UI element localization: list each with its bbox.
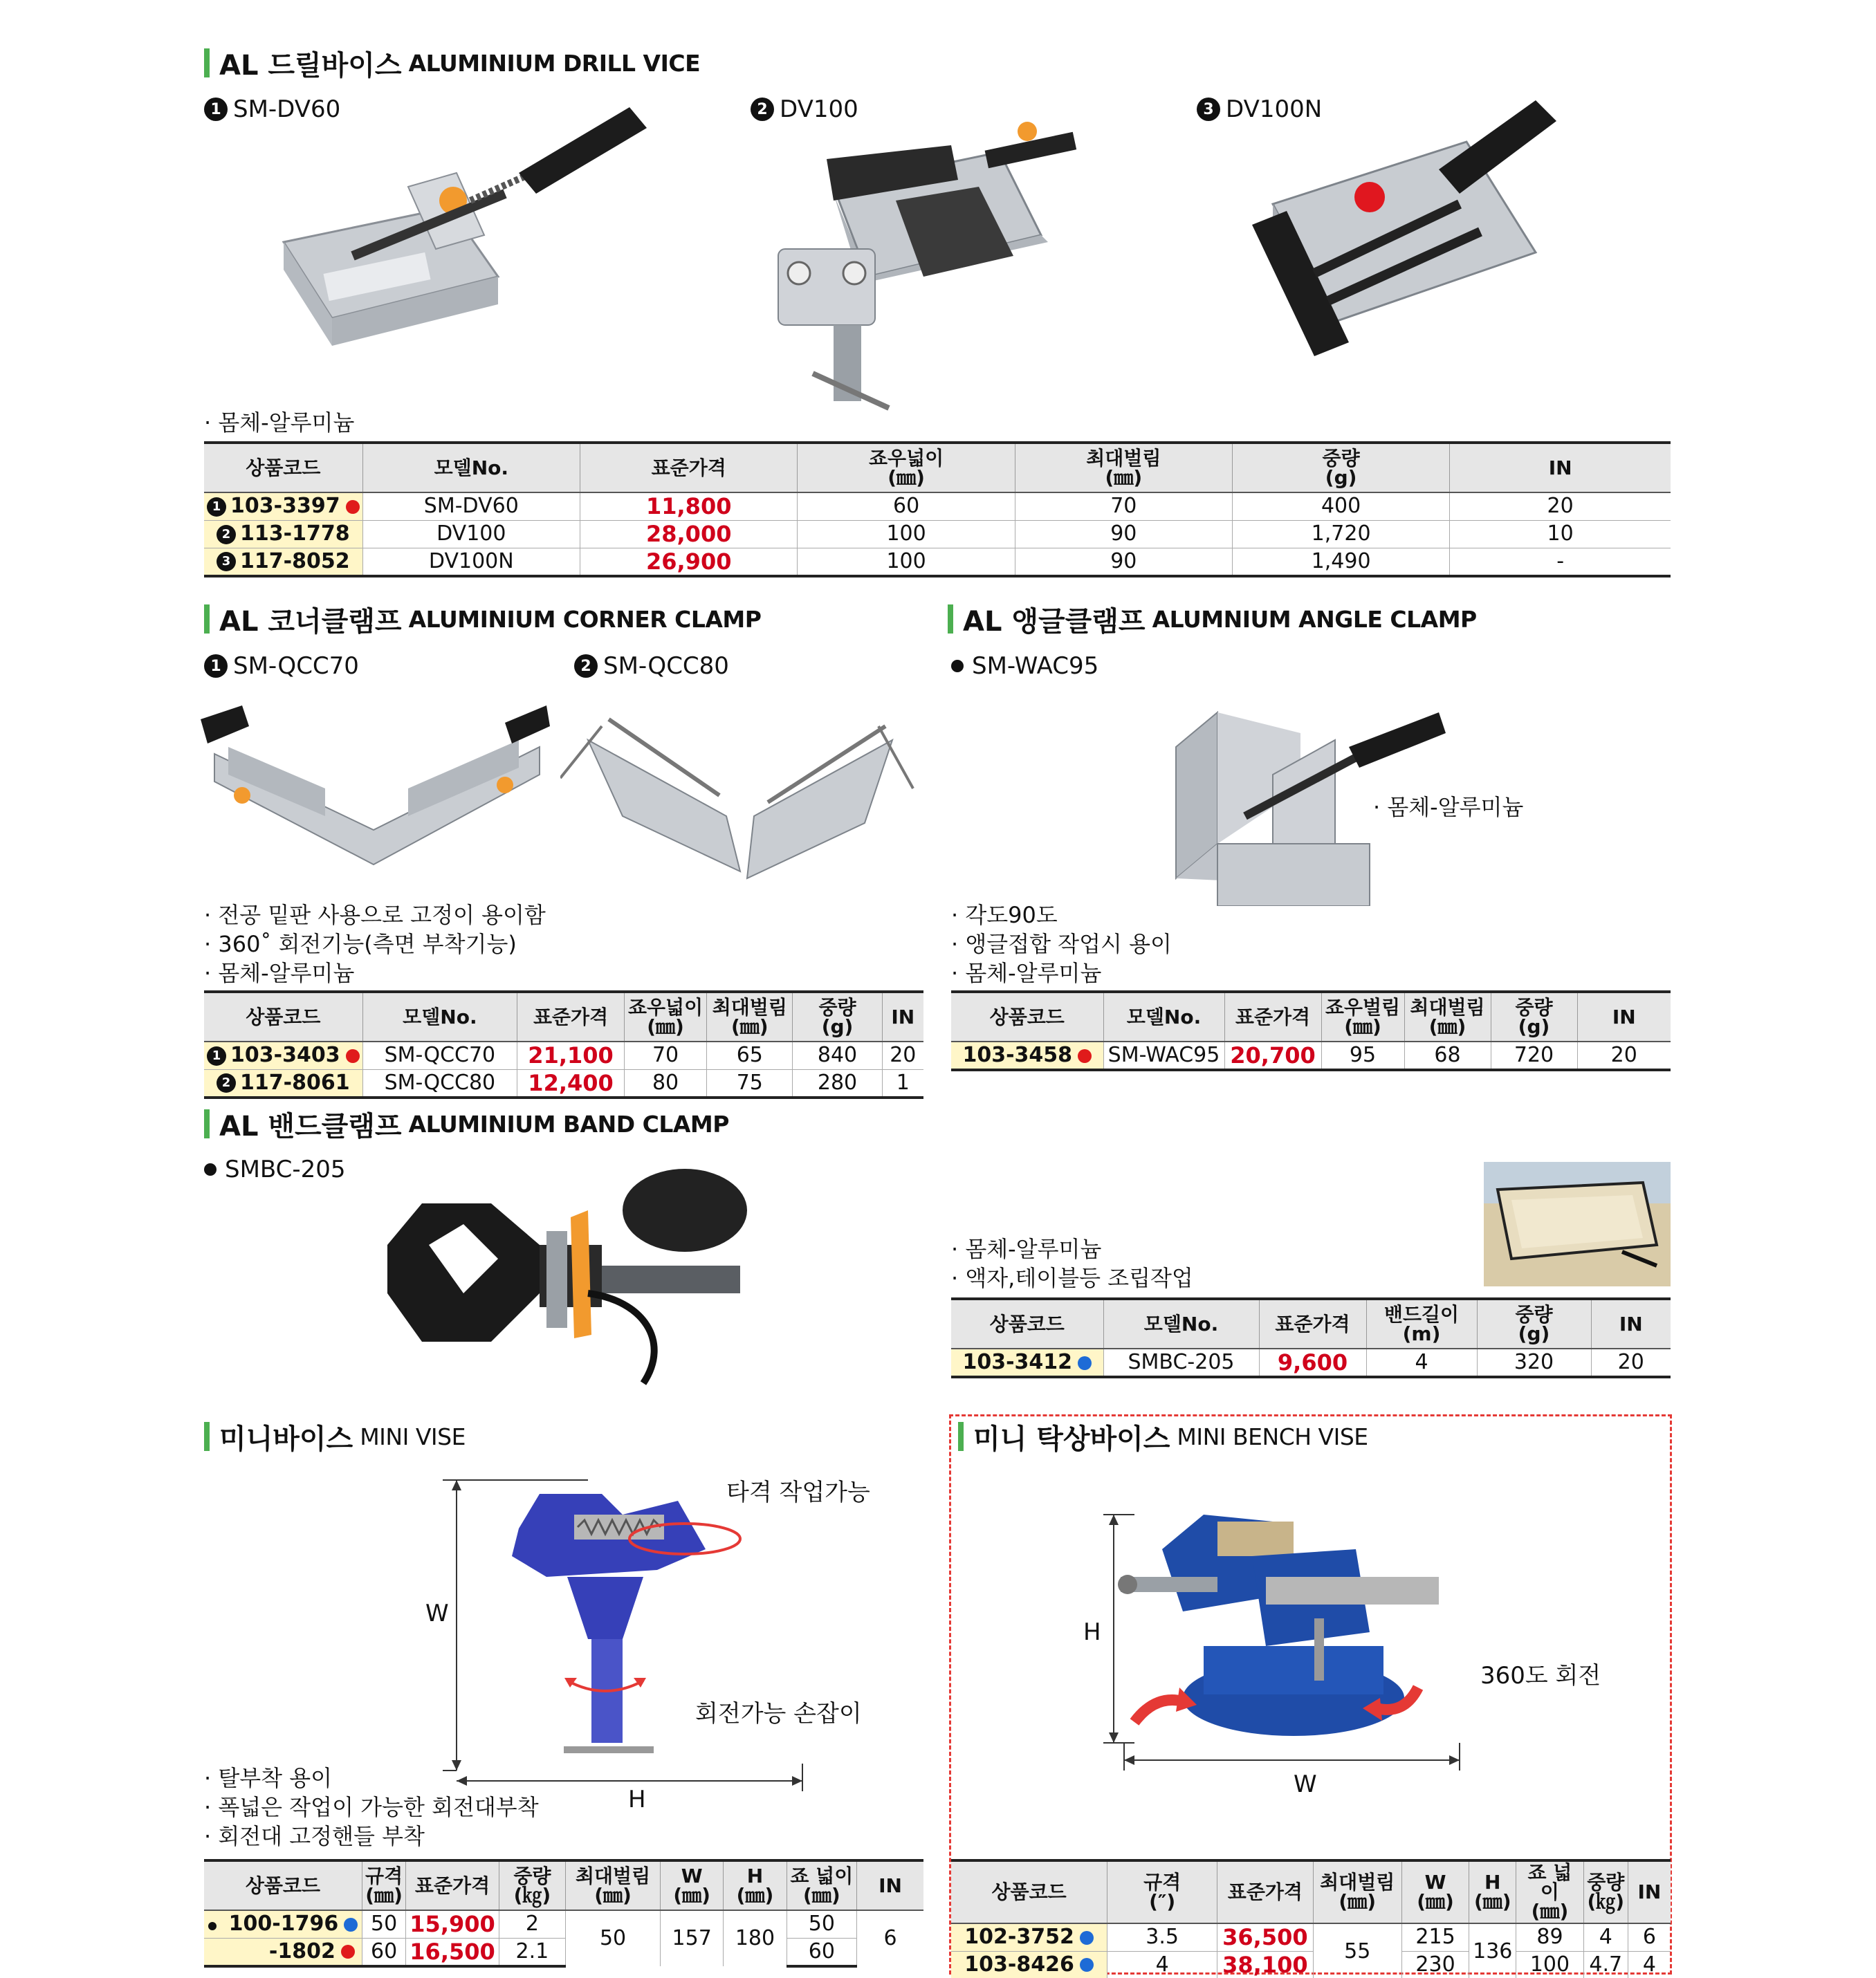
section-title-en: ALUMINIUM CORNER CLAMP xyxy=(408,605,762,633)
product-code xyxy=(951,1349,1103,1377)
header-open: 최대벌림 (㎜) xyxy=(566,1860,661,1910)
header-weight: 중량 (g) xyxy=(1491,992,1577,1042)
section-title-ko: AL 앵글클램프 xyxy=(963,605,1146,638)
product-code xyxy=(204,1938,362,1966)
jaw-cell: 60 xyxy=(798,492,1015,520)
header-w: W (㎜) xyxy=(1401,1860,1469,1923)
open-cell: 50 xyxy=(566,1910,661,1966)
note-line: · 전공 밑판 사용으로 고정이 용이함 xyxy=(204,900,546,930)
header-band-length: 밴드길이 (m) xyxy=(1366,1299,1477,1349)
price-cell: 11,800 xyxy=(580,492,798,520)
in-cell: 20 xyxy=(882,1042,923,1069)
code-text: -1802 xyxy=(268,1939,335,1963)
drill-vice-spec-table xyxy=(204,441,1671,577)
header-h: H (㎜) xyxy=(724,1860,787,1910)
header-price: 표준가격 xyxy=(1259,1299,1366,1349)
hit-work-annotation: 타격 작업가능 xyxy=(726,1479,870,1506)
band-clamp-usage-photo xyxy=(1484,1162,1671,1286)
model-name: SM-WAC95 xyxy=(972,652,1099,680)
table-row xyxy=(204,1938,923,1966)
header-jaw: 죠우넓이 (㎜) xyxy=(798,443,1015,492)
jaw-cell: 70 xyxy=(624,1042,706,1069)
product-code xyxy=(204,1069,362,1098)
angle-clamp-spec-table xyxy=(951,990,1671,1071)
weight-cell: 720 xyxy=(1491,1042,1577,1070)
band-clamp-notes xyxy=(951,1235,1193,1293)
price-cell: 36,500 xyxy=(1217,1923,1313,1951)
row-number: 1 xyxy=(207,1046,226,1066)
header-in: IN xyxy=(857,1860,923,1910)
dimension-h-label: H xyxy=(1083,1618,1101,1646)
header-model: 모델No. xyxy=(362,443,580,492)
row-number: 2 xyxy=(217,525,236,544)
weight-cell: 1,490 xyxy=(1232,548,1449,576)
h-cell: 136 xyxy=(1469,1923,1516,1978)
model-cell: SM-DV60 xyxy=(362,492,580,520)
model-cell: DV100 xyxy=(362,520,580,548)
header-size: 규격 (″) xyxy=(1107,1860,1217,1923)
in-cell: 6 xyxy=(1628,1923,1671,1951)
corner-clamp-qcc70-image xyxy=(201,705,553,871)
jaw-cell: 100 xyxy=(798,548,1015,576)
header-model: 모델No. xyxy=(1103,992,1224,1042)
blue-dot-icon xyxy=(1078,1356,1092,1370)
note-line: · 몸체-알루미늄 xyxy=(951,959,1172,988)
header-weight: 중량 (㎏) xyxy=(1583,1860,1628,1923)
model-label-wac95 xyxy=(951,650,1098,682)
blue-dot-icon xyxy=(1080,1931,1094,1945)
header-jaw: 죠 넓이 (㎜) xyxy=(787,1860,856,1910)
header-model: 모델No. xyxy=(1103,1299,1259,1349)
mini-vise-spec-table xyxy=(204,1859,923,1968)
row-number: 2 xyxy=(217,1073,236,1093)
open-cell: 55 xyxy=(1313,1923,1401,1978)
section-title-ko: AL 드릴바이스 xyxy=(219,49,402,82)
note-line: · 액자,테이블등 조립작업 xyxy=(951,1264,1193,1293)
price-cell: 21,100 xyxy=(517,1042,625,1069)
table-row xyxy=(204,548,1671,576)
h-cell: 180 xyxy=(724,1910,787,1966)
row-number: 3 xyxy=(217,552,236,571)
code-text: 113-1778 xyxy=(240,521,350,546)
drill-vice-notes xyxy=(204,408,354,437)
header-open: 최대벌림 (㎜) xyxy=(1404,992,1491,1042)
in-cell: 20 xyxy=(1591,1349,1671,1377)
note-line: · 몸체-알루미늄 xyxy=(951,1235,1193,1264)
code-text: 103-3412 xyxy=(962,1350,1073,1374)
table-row xyxy=(204,492,1671,520)
model-label-smbc205 xyxy=(204,1154,346,1185)
model-cell: SM-QCC80 xyxy=(362,1069,517,1098)
mini-vise-notes xyxy=(204,1764,539,1851)
price-cell: 9,600 xyxy=(1259,1349,1366,1377)
open-cell: 90 xyxy=(1015,548,1232,576)
header-open: 최대벌림 (㎜) xyxy=(707,992,793,1042)
note-line: · 360˚ 회전기능(측면 부착기능) xyxy=(204,930,546,959)
header-price: 표준가격 xyxy=(517,992,625,1042)
in-cell: 20 xyxy=(1577,1042,1671,1070)
open-cell: 65 xyxy=(707,1042,793,1069)
w-cell: 215 xyxy=(1401,1923,1469,1951)
accent-bar xyxy=(958,1422,964,1451)
price-cell: 26,900 xyxy=(580,548,798,576)
table-row xyxy=(951,1951,1671,1978)
corner-clamp-spec-table xyxy=(204,990,923,1099)
number-badge: 1 xyxy=(204,654,228,678)
in-cell: - xyxy=(1450,548,1671,576)
header-code: 상품코드 xyxy=(204,1860,362,1910)
open-cell: 70 xyxy=(1015,492,1232,520)
price-cell: 12,400 xyxy=(517,1069,625,1098)
price-cell: 20,700 xyxy=(1224,1042,1321,1070)
blue-dot-icon xyxy=(1080,1958,1094,1972)
header-jaw: 죠우벌림 (㎜) xyxy=(1321,992,1404,1042)
header-code: 상품코드 xyxy=(951,1299,1103,1349)
model-name: DV100 xyxy=(780,95,858,123)
weight-cell: 4 xyxy=(1583,1923,1628,1951)
weight-cell: 840 xyxy=(793,1042,882,1069)
weight-cell: 320 xyxy=(1477,1349,1591,1377)
red-dot-icon xyxy=(346,1049,360,1063)
bullet-dot-icon xyxy=(951,660,964,672)
product-code xyxy=(204,548,362,576)
open-cell: 90 xyxy=(1015,520,1232,548)
band-clamp-title xyxy=(204,1107,729,1141)
header-price: 표준가격 xyxy=(406,1860,499,1910)
section-title-en: ALUMINIUM DRILL VICE xyxy=(408,49,701,77)
header-h: H (㎜) xyxy=(1469,1860,1516,1923)
jaw-cell: 100 xyxy=(798,520,1015,548)
price-cell: 15,900 xyxy=(406,1910,499,1938)
in-cell: 4 xyxy=(1628,1951,1671,1978)
product-code xyxy=(951,1042,1103,1070)
header-in: IN xyxy=(1591,1299,1671,1349)
note-line: · 앵글접합 작업시 용이 xyxy=(951,930,1172,959)
section-title-en: ALUMINIUM BAND CLAMP xyxy=(408,1110,729,1138)
jaw-cell: 89 xyxy=(1516,1923,1583,1951)
size-cell: 4 xyxy=(1107,1951,1217,1978)
jaw-cell: 50 xyxy=(787,1910,856,1938)
red-dot-icon xyxy=(341,1945,355,1959)
code-text: 103-3403 xyxy=(230,1043,340,1068)
table-row xyxy=(951,1349,1671,1377)
header-price: 표준가격 xyxy=(580,443,798,492)
header-in: IN xyxy=(1450,443,1671,492)
model-name: SM-QCC80 xyxy=(603,652,729,680)
note-line: · 각도90도 xyxy=(951,900,1172,930)
header-code: 상품코드 xyxy=(951,1860,1107,1923)
code-text: 103-3397 xyxy=(230,494,340,519)
table-row xyxy=(204,1910,923,1938)
in-cell: 20 xyxy=(1450,492,1671,520)
open-cell: 68 xyxy=(1404,1042,1491,1070)
jaw-cell: 100 xyxy=(1516,1951,1583,1978)
product-code xyxy=(204,492,362,520)
row-number: 1 xyxy=(207,497,226,517)
table-row xyxy=(204,520,1671,548)
header-in: IN xyxy=(1577,992,1671,1042)
section-title-ko: AL 밴드클램프 xyxy=(219,1110,402,1143)
model-cell: SM-WAC95 xyxy=(1103,1042,1224,1070)
weight-cell: 280 xyxy=(793,1069,882,1098)
drill-vice-dv100n-image xyxy=(1231,93,1577,384)
product-code xyxy=(951,1923,1107,1951)
table-row xyxy=(951,1042,1671,1070)
code-text: 117-8052 xyxy=(240,548,350,573)
section-title-en: MINI VISE xyxy=(360,1423,466,1450)
band-length-cell: 4 xyxy=(1366,1349,1477,1377)
w-cell: 157 xyxy=(661,1910,724,1966)
red-dot-icon xyxy=(1078,1049,1092,1063)
accent-bar xyxy=(204,1109,210,1138)
header-code: 상품코드 xyxy=(204,443,362,492)
size-cell: 50 xyxy=(362,1910,406,1938)
angle-clamp-notes xyxy=(951,900,1172,988)
bench-vise-title xyxy=(958,1419,1368,1454)
code-text: 117-8061 xyxy=(240,1070,350,1095)
dimension-w-label: W xyxy=(425,1600,449,1627)
note-line: · 회전대 고정핸들 부착 xyxy=(204,1822,539,1851)
note-line: · 몸체-알루미늄 xyxy=(204,408,354,437)
band-clamp-spec-table xyxy=(951,1297,1671,1378)
code-text: 102-3752 xyxy=(964,1925,1074,1950)
model-name: DV100N xyxy=(1226,95,1323,123)
bullet-dot-icon xyxy=(208,1922,217,1930)
mini-vise-title xyxy=(204,1419,466,1454)
corner-clamp-title xyxy=(204,602,761,636)
code-text: 103-8426 xyxy=(964,1952,1074,1977)
w-cell: 230 xyxy=(1401,1951,1469,1978)
product-code xyxy=(204,1042,362,1069)
drill-vice-title xyxy=(204,46,700,80)
header-model: 모델No. xyxy=(362,992,517,1042)
weight-cell: 2 xyxy=(499,1910,565,1938)
header-weight: 중량 (g) xyxy=(1232,443,1449,492)
price-cell: 38,100 xyxy=(1217,1951,1313,1978)
header-price: 표준가격 xyxy=(1224,992,1321,1042)
header-code: 상품코드 xyxy=(951,992,1103,1042)
open-cell: 75 xyxy=(707,1069,793,1098)
header-price: 표준가격 xyxy=(1217,1860,1313,1923)
bullet-dot-icon xyxy=(204,1163,217,1176)
weight-cell: 4.7 xyxy=(1583,1951,1628,1978)
dimension-w-label: W xyxy=(1294,1771,1317,1798)
dimension-h-label: H xyxy=(628,1786,646,1813)
model-cell: DV100N xyxy=(362,548,580,576)
product-code xyxy=(204,1910,362,1938)
accent-bar xyxy=(204,604,210,634)
header-jaw: 죠 넓이 (㎜) xyxy=(1516,1860,1583,1923)
blue-dot-icon xyxy=(344,1918,358,1932)
header-open: 최대벌림 (㎜) xyxy=(1313,1860,1401,1923)
corner-clamp-notes xyxy=(204,900,546,988)
section-title-en: ALUMNIUM ANGLE CLAMP xyxy=(1152,605,1477,633)
rotate-360-annotation: 360도 회전 xyxy=(1480,1662,1601,1690)
header-jaw: 죠우넓이 (㎜) xyxy=(624,992,706,1042)
product-code xyxy=(951,1951,1107,1978)
size-cell: 60 xyxy=(362,1938,406,1966)
weight-cell: 400 xyxy=(1232,492,1449,520)
weight-cell: 1,720 xyxy=(1232,520,1449,548)
code-text: 103-3458 xyxy=(962,1043,1073,1067)
model-name: SMBC-205 xyxy=(225,1156,346,1183)
header-weight: 중량 (g) xyxy=(1477,1299,1591,1349)
jaw-cell: 60 xyxy=(787,1938,856,1966)
accent-bar xyxy=(204,1422,210,1451)
product-code xyxy=(204,520,362,548)
number-badge: 2 xyxy=(751,98,774,121)
in-cell: 6 xyxy=(857,1910,923,1966)
model-label-qcc80 xyxy=(574,650,729,682)
corner-clamp-qcc80-image xyxy=(560,712,920,885)
table-row xyxy=(204,1069,923,1098)
header-code: 상품코드 xyxy=(204,992,362,1042)
section-title-en: MINI BENCH VISE xyxy=(1177,1423,1368,1450)
section-title-ko: 미니바이스 xyxy=(219,1423,353,1455)
rotate-handle-annotation: 회전가능 손잡이 xyxy=(695,1700,862,1728)
in-cell: 10 xyxy=(1450,520,1671,548)
mini-vise-diagram xyxy=(429,1473,830,1798)
price-cell: 28,000 xyxy=(580,520,798,548)
note-line: · 폭넓은 작업이 가능한 회전대부착 xyxy=(204,1793,539,1822)
band-clamp-image xyxy=(380,1162,754,1390)
header-weight: 중량 (g) xyxy=(793,992,882,1042)
header-open: 최대벌림 (㎜) xyxy=(1015,443,1232,492)
in-cell: 1 xyxy=(882,1069,923,1098)
header-size: 규격 (㎜) xyxy=(362,1860,406,1910)
note-line: · 몸체-알루미늄 xyxy=(1373,793,1523,822)
section-title-ko: AL 코너클램프 xyxy=(219,605,402,638)
size-cell: 3.5 xyxy=(1107,1923,1217,1951)
jaw-cell: 80 xyxy=(624,1069,706,1098)
note-line: · 탈부착 용이 xyxy=(204,1764,539,1793)
note-line: · 몸체-알루미늄 xyxy=(204,959,546,988)
header-weight: 중량 (㎏) xyxy=(499,1860,565,1910)
red-dot-icon xyxy=(346,500,360,514)
jaw-cell: 95 xyxy=(1321,1042,1404,1070)
table-row xyxy=(204,1042,923,1069)
header-in: IN xyxy=(1628,1860,1671,1923)
code-text: 100-1796 xyxy=(228,1912,339,1937)
section-title-ko: 미니 탁상바이스 xyxy=(973,1423,1170,1455)
header-w: W (㎜) xyxy=(661,1860,724,1910)
model-name: SM-DV60 xyxy=(233,95,341,123)
angle-clamp-title xyxy=(948,602,1477,636)
model-label-qcc70 xyxy=(204,650,359,682)
model-name: SM-QCC70 xyxy=(233,652,359,680)
angle-clamp-side-note xyxy=(1373,793,1523,822)
header-in: IN xyxy=(882,992,923,1042)
model-cell: SMBC-205 xyxy=(1103,1349,1259,1377)
number-badge: 3 xyxy=(1197,98,1220,121)
model-cell: SM-QCC70 xyxy=(362,1042,517,1069)
drill-vice-dv100-image xyxy=(751,104,1124,429)
accent-bar xyxy=(204,48,210,77)
number-badge: 1 xyxy=(204,98,228,121)
weight-cell: 2.1 xyxy=(499,1938,565,1966)
bench-vise-spec-table xyxy=(951,1859,1671,1978)
number-badge: 2 xyxy=(574,654,598,678)
table-row xyxy=(951,1923,1671,1951)
drill-vice-sm-dv60-image xyxy=(270,97,657,401)
accent-bar xyxy=(948,604,953,634)
bench-vise-diagram xyxy=(1093,1501,1480,1805)
price-cell: 16,500 xyxy=(406,1938,499,1966)
